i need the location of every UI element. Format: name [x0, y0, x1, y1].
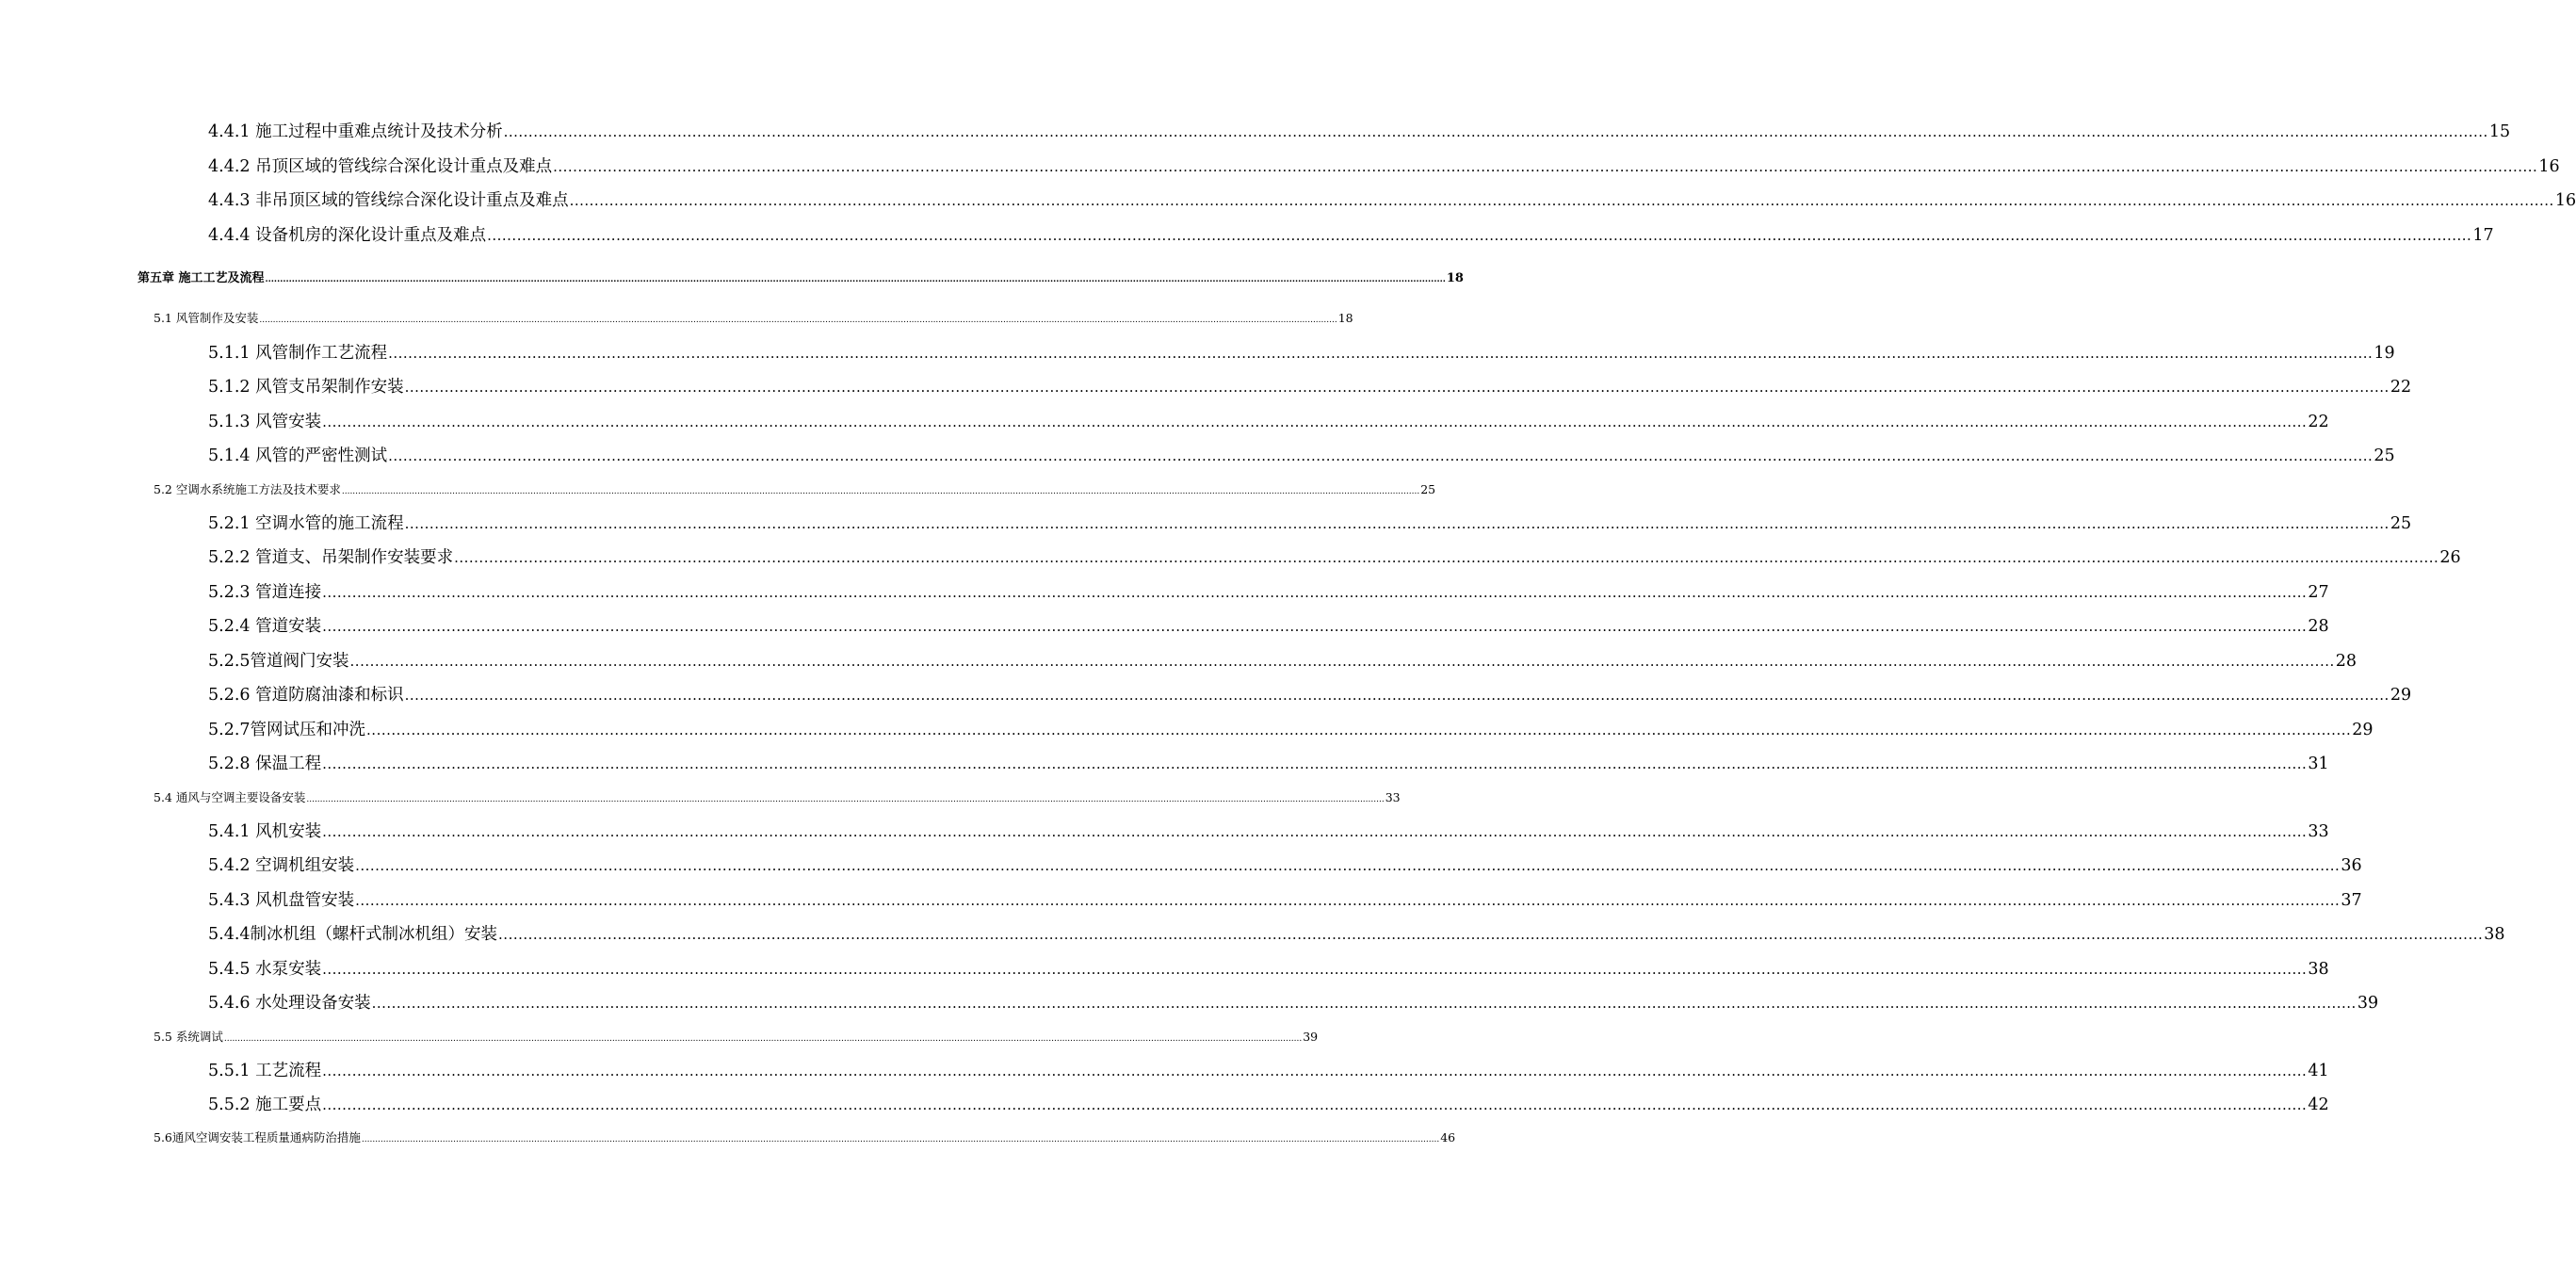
toc-entry-page-number: 17: [2472, 226, 2494, 245]
toc-entry-page-number: 36: [2341, 856, 2362, 875]
toc-entry-title: 5.4.4制冰机组（螺杆式制冰机组）安装: [208, 925, 498, 944]
toc-entry-title: 4.4.2 吊顶区域的管线综合深化设计重点及难点: [208, 157, 553, 176]
toc-dot-leader: ................................................................................................................................................................................................................................................................................................................................................................................................................: [322, 823, 2308, 840]
toc-entry-title: 5.2.4 管道安装: [208, 617, 322, 636]
toc-entry-title: 5.2.1 空调水管的施工流程: [208, 514, 404, 533]
toc-dot-leader: ................................................................................................................................................................................................................................................................................................................................................................................................................: [322, 618, 2308, 635]
toc-entry[interactable]: [208, 222, 2494, 246]
toc-dot-leader: ................................................................................................................................................................................................................................................................................................................................................................................................................: [404, 687, 2390, 704]
toc-dot-leader: ................................................................................................................................................................................................................................................................................................................................................................................................................: [265, 275, 1446, 284]
toc-entry[interactable]: [208, 956, 2329, 980]
toc-entry[interactable]: [208, 1092, 2329, 1115]
toc-entry-title: 5.2 空调水系统施工方法及技术要求: [154, 482, 341, 496]
toc-entry-title: 5.1.4 风管的严密性测试: [208, 446, 388, 465]
toc-entry-title: 5.2.2 管道支、吊架制作安装要求: [208, 548, 454, 567]
toc-entry[interactable]: [154, 1028, 1319, 1045]
toc-entry-page-number: 19: [2373, 344, 2395, 363]
toc-entry-title: 5.4.1 风机安装: [208, 822, 322, 841]
toc-entry-title: 5.4 通风与空调主要设备安装: [154, 790, 306, 804]
toc-entry-page-number: 39: [2357, 994, 2379, 1013]
toc-entry-title: 5.2.8 保温工程: [208, 755, 322, 773]
toc-entry-page-number: 16: [2554, 191, 2576, 210]
toc-entry-page-number: 28: [2308, 617, 2329, 636]
toc-entry-title: 5.2.7管网试压和冲洗: [208, 721, 366, 739]
toc-dot-leader: ................................................................................................................................................................................................................................................................................................................................................................................................................: [322, 414, 2308, 430]
toc-dot-leader: ................................................................................................................................................................................................................................................................................................................................................................................................................: [223, 1034, 1303, 1044]
toc-entry[interactable]: [154, 1128, 1456, 1145]
toc-entry[interactable]: [208, 751, 2329, 774]
toc-entry-page-number: 41: [2308, 1062, 2329, 1080]
toc-entry-page-number: 25: [2373, 446, 2395, 465]
toc-dot-leader: ................................................................................................................................................................................................................................................................................................................................................................................................................: [388, 345, 2373, 362]
toc-entry[interactable]: [208, 819, 2329, 842]
toc-entry-page-number: 22: [2308, 413, 2329, 431]
toc-entry[interactable]: [138, 268, 1464, 285]
toc-entry-page-number: 46: [1440, 1130, 1456, 1144]
toc-entry-title: 5.2.3 管道连接: [208, 583, 322, 602]
toc-dot-leader: ................................................................................................................................................................................................................................................................................................................................................................................................................: [349, 653, 2335, 670]
toc-entry[interactable]: [208, 682, 2412, 706]
toc-dot-leader: ................................................................................................................................................................................................................................................................................................................................................................................................................: [454, 549, 2439, 566]
toc-dot-leader: ................................................................................................................................................................................................................................................................................................................................................................................................................: [341, 487, 1420, 496]
toc-entry-page-number: 29: [2352, 721, 2373, 739]
toc-entry[interactable]: [208, 340, 2395, 364]
toc-entry-page-number: 18: [1446, 271, 1464, 285]
toc-entry[interactable]: [208, 852, 2362, 876]
toc-entry-page-number: 28: [2335, 652, 2357, 671]
toc-entry[interactable]: [208, 717, 2373, 740]
toc-entry[interactable]: [154, 788, 1401, 805]
toc-dot-leader: ................................................................................................................................................................................................................................................................................................................................................................................................................: [355, 857, 2341, 874]
toc-entry-title: 5.1.2 风管支吊架制作安装: [208, 378, 404, 397]
toc-entry-page-number: 38: [2484, 925, 2505, 944]
toc-entry-page-number: 29: [2390, 686, 2412, 705]
toc-dot-leader: ................................................................................................................................................................................................................................................................................................................................................................................................................: [355, 892, 2341, 909]
toc-entry-page-number: 16: [2538, 157, 2560, 176]
toc-entry[interactable]: [208, 921, 2505, 945]
toc-entry[interactable]: [208, 119, 2511, 142]
toc-entry[interactable]: [208, 648, 2357, 672]
toc-entry-title: 5.5.2 施工要点: [208, 1096, 322, 1114]
toc-dot-leader: ................................................................................................................................................................................................................................................................................................................................................................................................................: [569, 192, 2554, 209]
toc-dot-leader: ................................................................................................................................................................................................................................................................................................................................................................................................................: [322, 1096, 2308, 1113]
toc-entry-title: 5.1 风管制作及安装: [154, 311, 259, 325]
toc-dot-leader: ................................................................................................................................................................................................................................................................................................................................................................................................................: [553, 158, 2538, 175]
toc-entry[interactable]: [208, 374, 2412, 398]
toc-dot-leader: ................................................................................................................................................................................................................................................................................................................................................................................................................: [503, 123, 2488, 140]
toc-entry-title: 5.2.5管道阀门安装: [208, 652, 349, 671]
toc-dot-leader: ................................................................................................................................................................................................................................................................................................................................................................................................................: [404, 379, 2390, 396]
toc-entry[interactable]: [154, 309, 1353, 326]
toc-entry[interactable]: [208, 613, 2329, 637]
toc-dot-leader: ................................................................................................................................................................................................................................................................................................................................................................................................................: [498, 926, 2484, 943]
toc-dot-leader: ................................................................................................................................................................................................................................................................................................................................................................................................................: [322, 584, 2308, 601]
toc-entry-page-number: 26: [2439, 548, 2461, 567]
toc-entry-title: 5.4.3 风机盘管安装: [208, 891, 355, 910]
toc-entry-title: 第五章 施工工艺及流程: [138, 271, 265, 285]
toc-entry-page-number: 27: [2308, 583, 2329, 602]
toc-entry[interactable]: [208, 154, 2560, 177]
toc-entry[interactable]: [208, 511, 2412, 534]
toc-entry[interactable]: [208, 579, 2329, 603]
toc-entry-page-number: 39: [1303, 1030, 1319, 1044]
toc-dot-leader: ................................................................................................................................................................................................................................................................................................................................................................................................................: [388, 447, 2373, 464]
toc-dot-leader: ................................................................................................................................................................................................................................................................................................................................................................................................................: [361, 1135, 1440, 1144]
toc-entry-page-number: 33: [2308, 822, 2329, 841]
toc-entry[interactable]: [208, 1058, 2329, 1081]
toc-entry[interactable]: [208, 544, 2461, 568]
toc-entry[interactable]: [154, 480, 1436, 497]
toc-entry-page-number: 25: [2390, 514, 2412, 533]
toc-entry-title: 5.2.6 管道防腐油漆和标识: [208, 686, 404, 705]
toc-entry-page-number: 18: [1337, 311, 1353, 325]
toc-dot-leader: ................................................................................................................................................................................................................................................................................................................................................................................................................: [371, 995, 2357, 1012]
toc-entry-title: 5.4.2 空调机组安装: [208, 856, 355, 875]
toc-entry-title: 5.5 系统调试: [154, 1030, 223, 1044]
toc-entry-page-number: 33: [1385, 790, 1401, 804]
toc-entry[interactable]: [208, 990, 2379, 1014]
toc-dot-leader: ................................................................................................................................................................................................................................................................................................................................................................................................................: [366, 722, 2352, 738]
toc-entry-title: 5.5.1 工艺流程: [208, 1062, 322, 1080]
toc-entry-title: 5.1.1 风管制作工艺流程: [208, 344, 388, 363]
toc-entry-title: 4.4.1 施工过程中重难点统计及技术分析: [208, 122, 503, 141]
toc-entry-title: 4.4.4 设备机房的深化设计重点及难点: [208, 226, 487, 245]
toc-entry-page-number: 22: [2390, 378, 2412, 397]
toc-dot-leader: ................................................................................................................................................................................................................................................................................................................................................................................................................: [487, 227, 2472, 244]
toc-entry-page-number: 15: [2488, 122, 2511, 141]
toc-entry-page-number: 25: [1420, 482, 1436, 496]
toc-dot-leader: ................................................................................................................................................................................................................................................................................................................................................................................................................: [322, 961, 2308, 978]
toc-dot-leader: ................................................................................................................................................................................................................................................................................................................................................................................................................: [404, 515, 2390, 532]
toc-entry-title: 4.4.3 非吊顶区域的管线综合深化设计重点及难点: [208, 191, 569, 210]
toc-dot-leader: ................................................................................................................................................................................................................................................................................................................................................................................................................: [322, 755, 2308, 772]
toc-entry-title: 5.1.3 风管安装: [208, 413, 322, 431]
toc-entry-title: 5.4.5 水泵安装: [208, 960, 322, 979]
toc-entry-page-number: 38: [2308, 960, 2329, 979]
toc-entry-title: 5.4.6 水处理设备安装: [208, 994, 371, 1013]
toc-entry[interactable]: [208, 409, 2329, 432]
toc-entry-page-number: 31: [2308, 755, 2329, 773]
toc-entry[interactable]: [208, 887, 2362, 911]
toc-entry-title: 5.6通风空调安装工程质量通病防治措施: [154, 1130, 361, 1144]
toc-dot-leader: ................................................................................................................................................................................................................................................................................................................................................................................................................: [306, 795, 1385, 804]
toc-entry[interactable]: [208, 187, 2576, 211]
toc-entry-page-number: 37: [2341, 891, 2362, 910]
toc-entry[interactable]: [208, 443, 2395, 466]
toc-dot-leader: ................................................................................................................................................................................................................................................................................................................................................................................................................: [259, 316, 1337, 325]
toc-entry-page-number: 42: [2308, 1096, 2329, 1114]
toc-dot-leader: ................................................................................................................................................................................................................................................................................................................................................................................................................: [322, 1063, 2308, 1079]
